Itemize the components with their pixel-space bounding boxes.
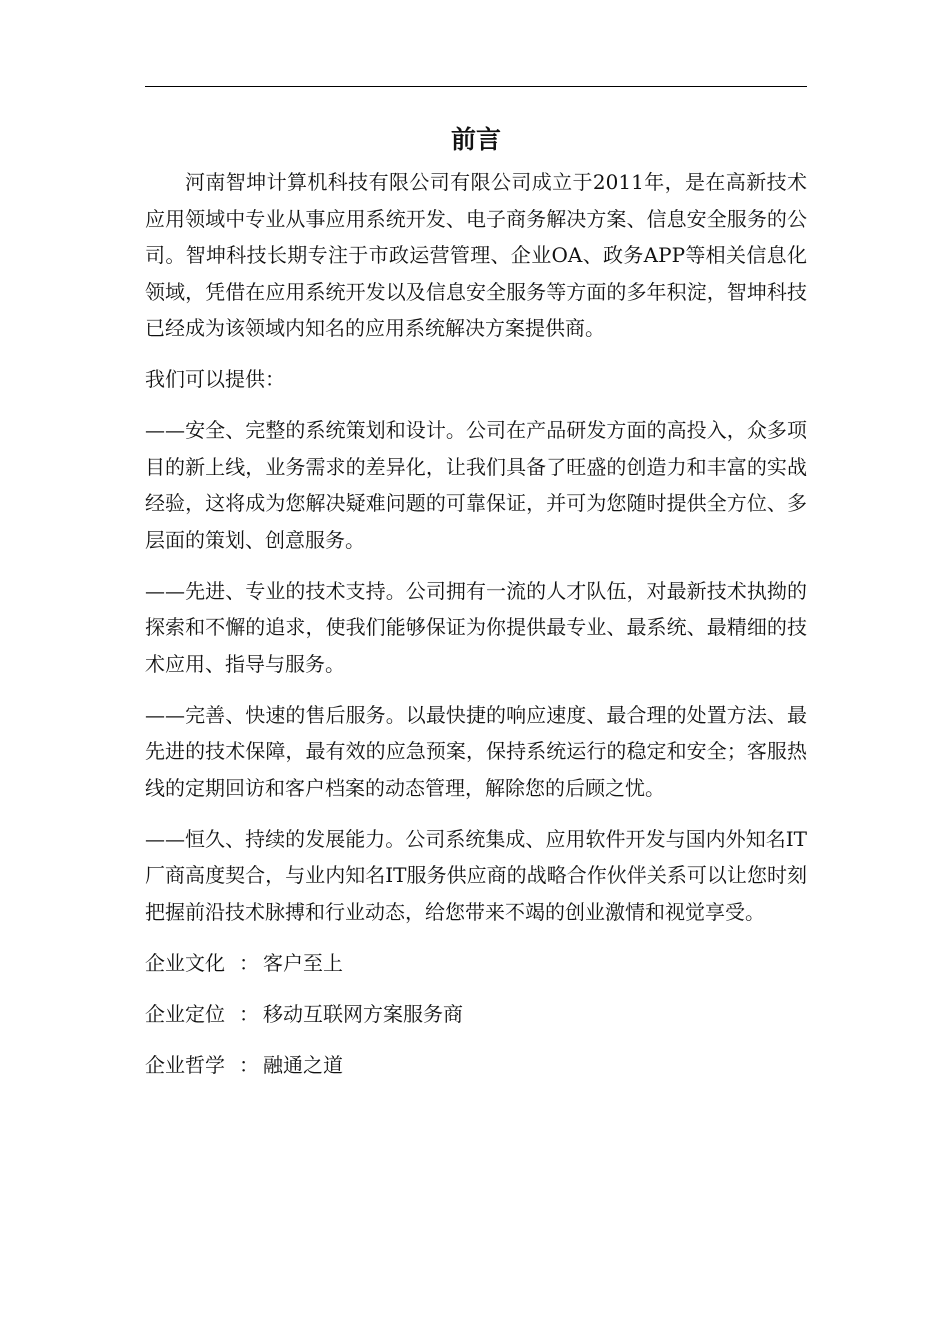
offer-heading: 我们可以提供：	[145, 367, 285, 391]
value-text: 移动互联网方案服务商	[263, 1001, 463, 1026]
value-text: 客户至上	[263, 950, 343, 975]
offering-paragraph-2: ——先进、专业的技术支持。公司拥有一流的人才队伍，对最新技术执拗的探索和不懈的追求，使我们能够保证为你提供最专业、最系统、最精细的技术应用、指导与服务。	[145, 578, 807, 676]
value-text: 融通之道	[263, 1052, 343, 1077]
header-rule	[145, 86, 807, 87]
value-separator: ：	[239, 950, 259, 975]
value-key: 企业哲学	[145, 1052, 225, 1077]
value-row-philosophy	[145, 1047, 807, 1084]
offering-paragraph-1: ——安全、完整的系统策划和设计。公司在产品研发方面的高投入，众多项目的新上线，业务需求的差异化，让我们具备了旺盛的创造力和丰富的实战经验，这将成为您解决疑难问题的可靠保证，并可为您随时提供全方位、多层面的策划、创意服务。	[145, 418, 807, 552]
page-title: 前言	[450, 125, 501, 154]
offering-paragraph-4: ——恒久、持续的发展能力。公司系统集成、应用软件开发与国内外知名IT厂商高度契合，与业内知名IT服务供应商的战略合作伙伴关系可以让您时刻把握前沿技术脉搏和行业动态，给您带来不竭的创业激情和视觉享受。	[145, 826, 807, 924]
document-body	[145, 164, 807, 1083]
document-page	[145, 0, 807, 1344]
value-key: 企业文化	[145, 950, 225, 975]
value-separator: ：	[239, 1052, 259, 1077]
value-separator: ：	[239, 1001, 259, 1026]
offering-paragraph-3: ——完善、快速的售后服务。以最快捷的响应速度、最合理的处置方法、最先进的技术保障，最有效的应急预案，保持系统运行的稳定和安全；客服热线的定期回访和客户档案的动态管理，解除您的后顾之忧。	[145, 702, 807, 800]
value-row-culture	[145, 945, 807, 982]
intro-paragraph: 河南智坤计算机科技有限公司有限公司成立于2011年，是在高新技术应用领域中专业从事应用系统开发、电子商务解决方案、信息安全服务的公司。智坤科技长期专注于市政运营管理、企业OA、政务APP等相关信息化领域，凭借在应用系统开发以及信息安全服务等方面的多年积淀，智坤科技已经成为该领域内知名的应用系统解决方案提供商。	[145, 170, 807, 340]
value-key: 企业定位	[145, 1001, 225, 1026]
value-row-positioning	[145, 996, 807, 1033]
